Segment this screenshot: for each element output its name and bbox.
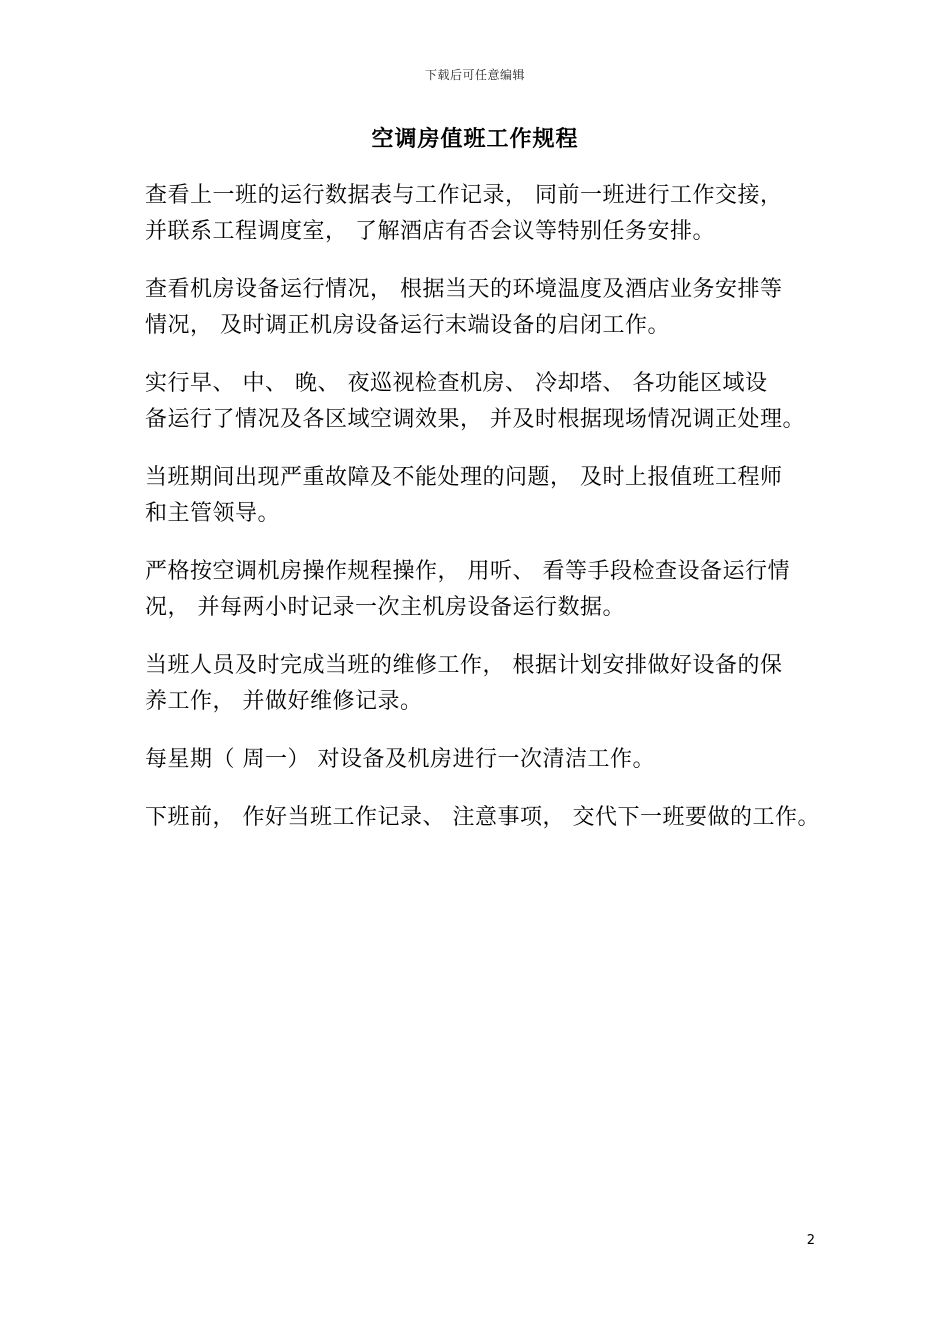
paragraph-4 xyxy=(145,460,825,532)
paragraph-line: 下班前， 作好当班工作记录、 注意事项， 交代下一班要做的工作。 xyxy=(145,805,820,830)
paragraph-line: 养工作， 并做好维修记录。 xyxy=(145,689,423,714)
paragraph-line: 查看上一班的运行数据表与工作记录， 同前一班进行工作交接， xyxy=(145,183,783,208)
paragraph-line: 严格按空调机房操作规程操作， 用听、 看等手段检查设备运行情 xyxy=(145,559,790,584)
paragraph-2 xyxy=(145,272,825,344)
paragraph-line: 和主管领导。 xyxy=(145,501,281,526)
paragraph-line: 况， 并每两小时记录一次主机房设备运行数据。 xyxy=(145,595,625,620)
paragraph-line: 当班期间出现严重故障及不能处理的问题， 及时上报值班工程师 xyxy=(145,465,783,490)
paragraph-line: 并联系工程调度室， 了解酒店有否会议等特别任务安排。 xyxy=(145,219,715,244)
paragraph-6 xyxy=(145,648,825,720)
paragraph-3 xyxy=(145,366,825,438)
paragraph-7 xyxy=(145,742,825,778)
document-body xyxy=(145,178,825,858)
paragraph-line: 查看机房设备运行情况， 根据当天的环境温度及酒店业务安排等 xyxy=(145,277,783,302)
paragraph-line: 实行早、 中、 晚、 夜巡视检查机房、 冷却塔、 各功能区域设 xyxy=(145,371,768,396)
paragraph-1 xyxy=(145,178,825,250)
page-number: 2 xyxy=(806,1233,815,1248)
paragraph-line: 当班人员及时完成当班的维修工作， 根据计划安排做好设备的保 xyxy=(145,653,783,678)
paragraph-5 xyxy=(145,554,825,626)
paragraph-line: 备运行了情况及各区域空调效果， 并及时根据现场情况调正处理。 xyxy=(145,407,805,432)
document-title: 空调房值班工作规程 xyxy=(371,127,579,152)
paragraph-line: 每星期（ 周一） 对设备及机房进行一次清洁工作。 xyxy=(145,747,655,772)
header-note: 下载后可任意编辑 xyxy=(424,68,525,82)
paragraph-8 xyxy=(145,800,825,836)
paragraph-line: 情况， 及时调正机房设备运行末端设备的启闭工作。 xyxy=(145,313,670,338)
